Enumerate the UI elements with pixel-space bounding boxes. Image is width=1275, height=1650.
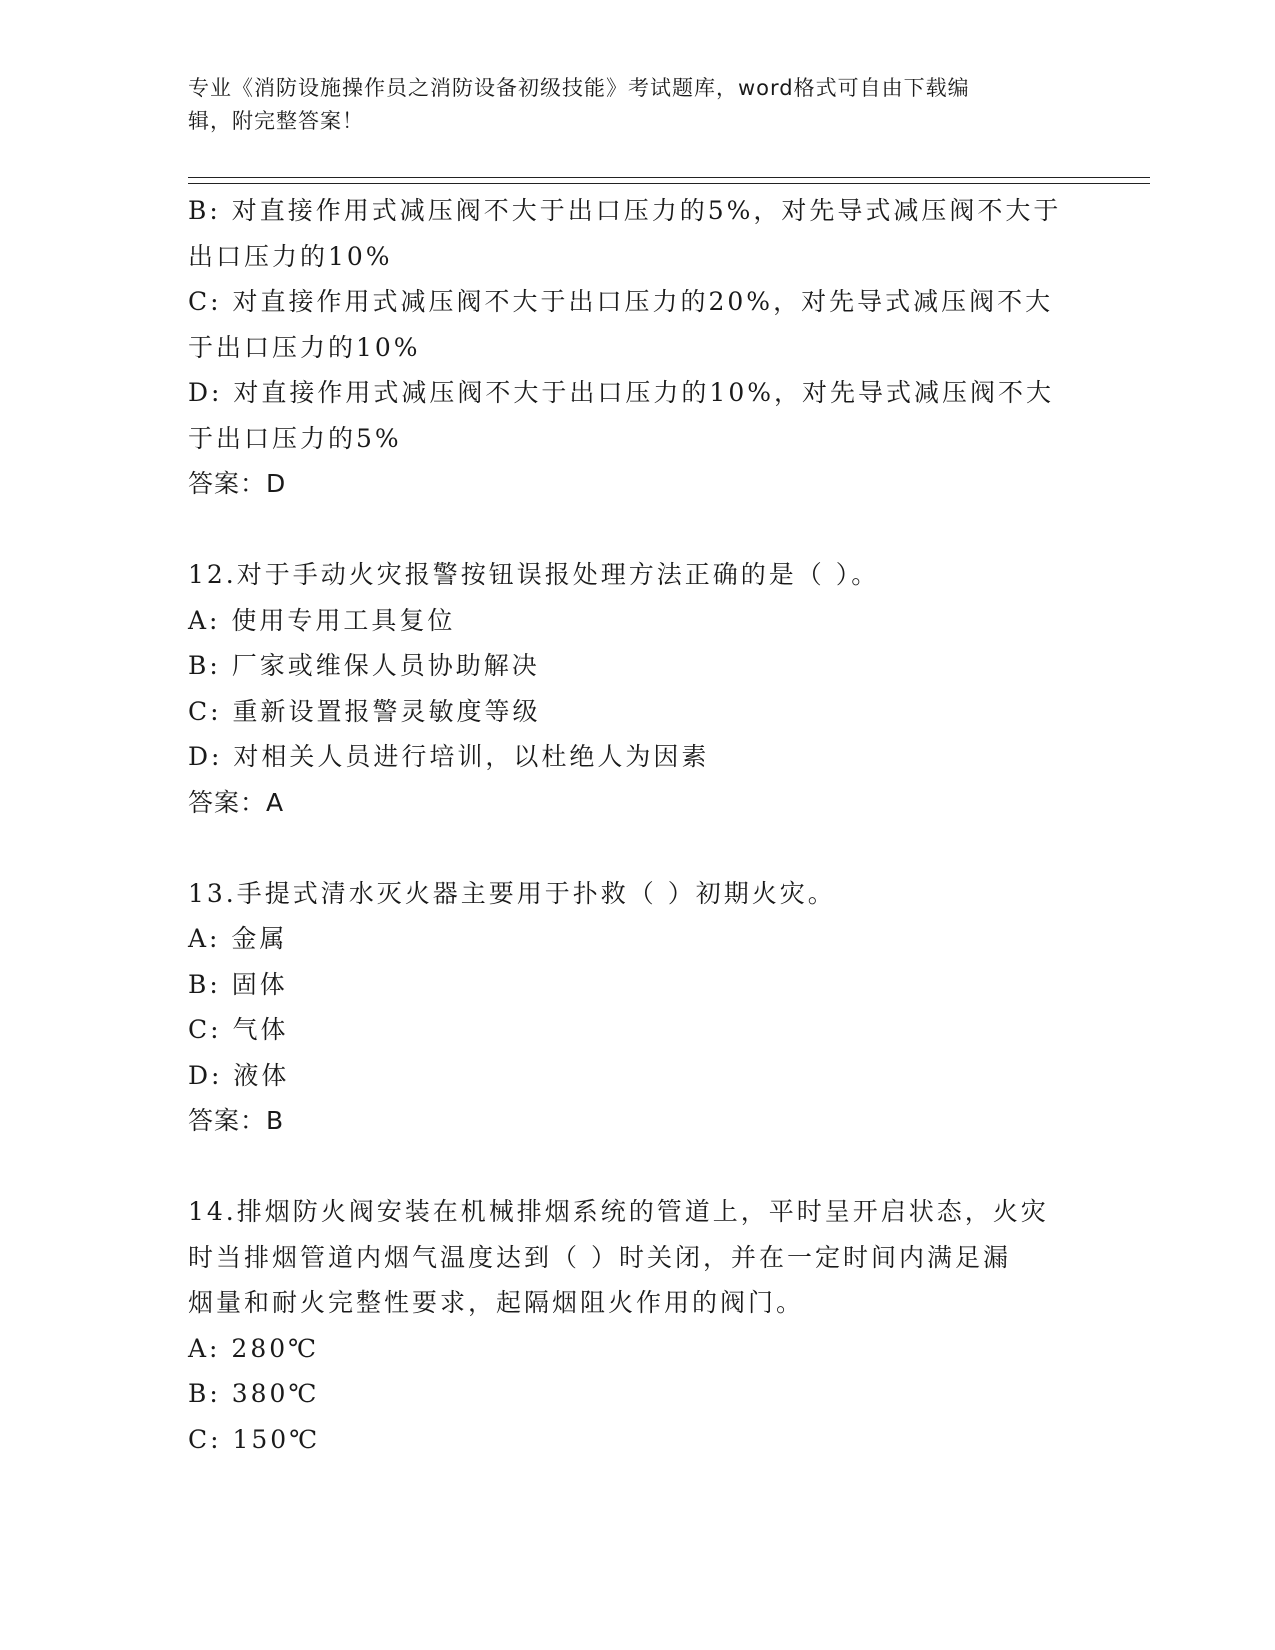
q12-option-c: C: 重新设置报警灵敏度等级	[188, 696, 541, 726]
q11-option-b-line-1: B: 对直接作用式减压阀不大于出口压力的5%，对先导式减压阀不大于	[188, 196, 1062, 225]
spacer	[188, 1144, 1088, 1190]
spacer	[188, 825, 1088, 871]
q13-answer: 答案：B	[188, 1106, 285, 1135]
q11-answer: 答案：D	[188, 469, 287, 498]
document-header	[188, 72, 1068, 138]
q12-question: 12.对于手动火灾报警按钮误报处理方法正确的是（ ）。	[188, 560, 880, 589]
q13-question: 13.手提式清水灭火器主要用于扑救（ ）初期火灾。	[188, 878, 836, 908]
q14-option-c: C: 150℃	[188, 1424, 321, 1454]
q13-option-b: B: 固体	[188, 969, 288, 999]
q14-option-a: A: 280℃	[188, 1333, 320, 1363]
q12-answer: 答案：A	[188, 787, 285, 817]
q13-option-d: D: 液体	[188, 1060, 290, 1090]
q11-option-d-line-2: 于出口压力的5%	[188, 423, 402, 453]
q12-option-d: D: 对相关人员进行培训，以杜绝人为因素	[188, 742, 710, 771]
q11-option-b-line-2: 出口压力的10%	[188, 241, 393, 271]
header-divider-bottom	[188, 183, 1150, 184]
q14-question-line-1: 14.排烟防火阀安装在机械排烟系统的管道上，平时呈开启状态，火灾	[188, 1197, 1049, 1226]
q14-question-line-3: 烟量和耐火完整性要求，起隔烟阻火作用的阀门。	[188, 1288, 805, 1317]
header-divider-top	[188, 177, 1150, 178]
q11-option-c-line-2: 于出口压力的10%	[188, 332, 421, 362]
q11-option-c-line-1: C: 对直接作用式减压阀不大于出口压力的20%，对先导式减压阀不大	[188, 287, 1054, 316]
header-line-1: 专业《消防设施操作员之消防设备初级技能》考试题库，word格式可自由下载编	[188, 76, 970, 100]
q14-question-line-2: 时当排烟管道内烟气温度达到（ ）时关闭，并在一定时间内满足漏	[188, 1242, 1011, 1272]
q12-option-a: A: 使用专用工具复位	[188, 605, 456, 635]
q13-option-c: C: 气体	[188, 1015, 289, 1044]
q13-option-a: A: 金属	[188, 924, 288, 953]
question-content	[188, 188, 1088, 1462]
spacer	[188, 507, 1088, 553]
q14-option-b: B: 380℃	[188, 1379, 320, 1408]
header-line-2: 辑，附完整答案！	[188, 109, 364, 133]
q12-option-b: B: 厂家或维保人员协助解决	[188, 651, 540, 680]
q11-option-d-line-1: D: 对直接作用式减压阀不大于出口压力的10%，对先导式减压阀不大	[188, 378, 1054, 407]
